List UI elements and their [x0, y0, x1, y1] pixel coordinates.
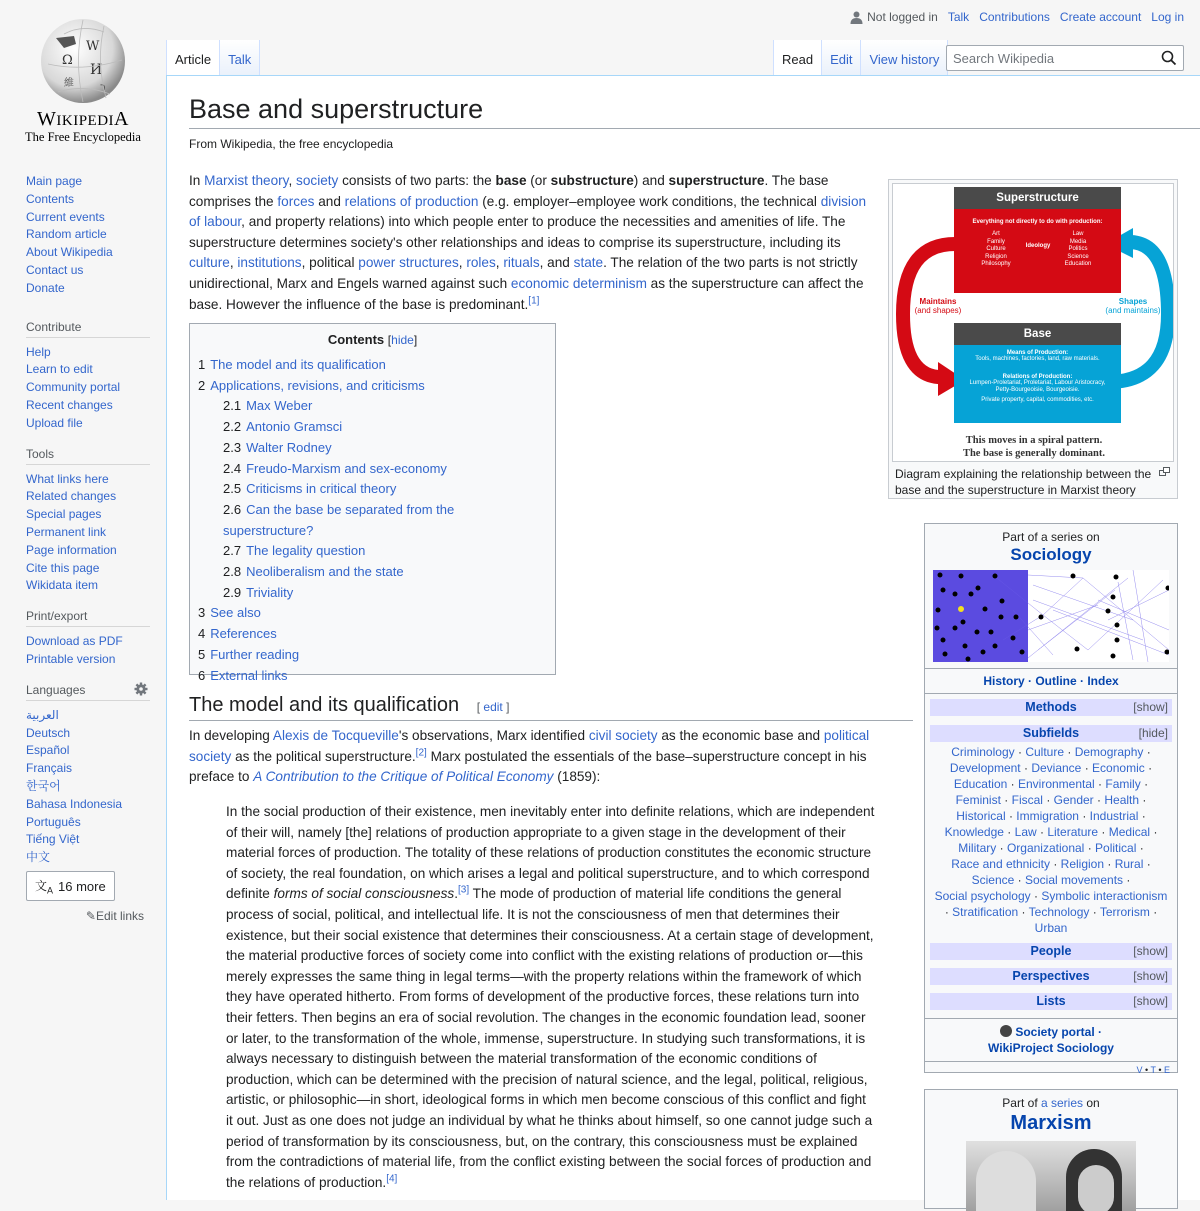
link-contribution-critique[interactable]: A Contribution to the Critique of Political Economy [253, 769, 554, 785]
link-civil-society[interactable]: civil society [588, 728, 658, 743]
view-tabs [773, 40, 948, 75]
link-history[interactable]: History [983, 674, 1025, 688]
subfield-link[interactable]: Feminist [955, 793, 1001, 807]
sidebar-item-learn-to-edit[interactable]: Learn to edit [26, 362, 93, 377]
series-title-sociology[interactable]: Sociology [1010, 545, 1092, 564]
tab-read[interactable]: Read [773, 40, 821, 75]
marxism-series-box [924, 1089, 1178, 1209]
pencil-icon: ✎ [85, 909, 96, 924]
subfields-toggle[interactable]: [hide] [1138, 726, 1168, 740]
toc-item[interactable]: 2.4 Freudo-Marxism and sex-economy [223, 460, 447, 476]
sidebar-item-main-page[interactable]: Main page [26, 174, 83, 188]
link-rituals[interactable]: rituals [503, 255, 540, 271]
lang-chinese[interactable]: 中文 [26, 850, 51, 865]
reference-4[interactable]: [4] [386, 1173, 398, 1185]
lang-espanol[interactable]: Español [26, 743, 70, 758]
link-wikiproject-sociology[interactable]: WikiProject Sociology [988, 1041, 1114, 1055]
lang-tieng-viet[interactable]: Tiếng Việt [26, 832, 80, 847]
methods-toggle[interactable]: [show] [1133, 700, 1168, 714]
tools-heading: Tools [26, 447, 150, 465]
toc-item[interactable]: 2.6 Can the base be separated from the superstructure? [223, 501, 455, 538]
base-body: Means of Production: Tools, machines, factories, land, raw materials. Relations of Production: Lumpen-Proletariat, Proletariat, Labour Aristocracy, Petty-Bourgeoisie, Bourgeoisie. Private property, capital, commodities, etc. [954, 345, 1121, 423]
base-superstructure-diagram[interactable] [892, 183, 1174, 462]
marx-engels-portrait[interactable] [966, 1141, 1136, 1211]
subfield-link[interactable]: Industrial [1089, 809, 1139, 823]
sidebar-languages [26, 683, 150, 924]
subfield-link[interactable]: Immigration [1016, 809, 1079, 823]
personal-tools [850, 10, 1184, 24]
subfield-link[interactable]: Development [949, 761, 1021, 775]
user-icon [850, 11, 863, 24]
sidebar-item-about-wikipedia[interactable]: About Wikipedia [26, 245, 113, 260]
section-edit-link[interactable]: [ edit ] [476, 700, 510, 714]
edit-template-link[interactable]: E [1163, 1065, 1170, 1075]
content-area [166, 75, 1200, 1200]
svg-text:Ω: Ω [62, 53, 73, 68]
toc-item[interactable]: 4 References [198, 626, 277, 642]
subfield-link[interactable]: Terrorism [1099, 905, 1150, 919]
toc-item[interactable]: 2.7 The legality question [223, 543, 366, 559]
search-placeholder: Search Wikipedia [953, 51, 1055, 66]
shapes-label: Shapes (and maintains) [1105, 297, 1161, 315]
view-template-link[interactable]: V [1136, 1065, 1143, 1075]
sidebar-item-printable-version[interactable]: Printable version [26, 651, 116, 666]
link-division-of-labour[interactable]: division of labour [189, 193, 867, 230]
link-institutions[interactable]: institutions [237, 255, 302, 271]
talk-template-link[interactable]: T [1150, 1065, 1156, 1075]
lang-arabic[interactable]: العربية [26, 707, 59, 722]
link-economic-determinism[interactable]: economic determinism [510, 275, 647, 291]
subfield-link[interactable]: Culture [1025, 745, 1064, 759]
network-graph [933, 570, 1169, 662]
tab-edit[interactable]: Edit [821, 40, 860, 75]
reference-1[interactable]: [1] [528, 295, 540, 307]
lists-toggle[interactable]: [show] [1133, 994, 1168, 1008]
diagram-footer: This moves in a spiral pattern. The base is generally dominant. [962, 435, 1106, 459]
link-relations-of-production[interactable]: relations of production [344, 193, 479, 209]
svg-text:維: 維 [64, 78, 74, 89]
subfield-link[interactable]: Knowledge [944, 825, 1004, 839]
toc-item[interactable]: 2.8 Neoliberalism and the state [223, 564, 404, 580]
vte-links: V • T • E [1136, 1065, 1170, 1075]
superstructure-right-list: Law Media Politics Science Education [1064, 231, 1092, 267]
table-of-contents [189, 323, 556, 683]
link-society[interactable]: society [296, 173, 339, 188]
toc-hide-toggle[interactable]: hide [391, 333, 414, 347]
namespace-tabs [166, 40, 260, 75]
sidebar-item-current-events[interactable]: Current events [26, 209, 105, 224]
link-power-structures[interactable]: power structures [358, 255, 459, 271]
sidebar-tools [26, 447, 150, 596]
tab-article[interactable]: Article [166, 40, 219, 75]
subfield-link[interactable]: Gender [1053, 793, 1094, 807]
sidebar-item-random-article[interactable]: Random article [26, 227, 107, 242]
subfield-link[interactable]: Health [1104, 793, 1140, 807]
sidebar-print-export [26, 609, 150, 669]
people-toggle[interactable]: [show] [1133, 944, 1168, 958]
sidebar-item-upload-file[interactable]: Upload file [26, 415, 83, 430]
subfield-link[interactable]: Historical [956, 809, 1006, 823]
intro-paragraph: In Marxist theory, society consists of two parts: the base (or substructure) and superstructure. The base comprises the forces and relations of production (e.g. employer–employee work conditions, the technical division of labour, and property relations) into which people enter to produce the necessities and amenities of life. The superstructure determines society's other relationships and ideas to comprise its superstructure, including its culture, institutions, political power structures, roles, rituals, and state. The relation of the two parts is not strictly unidirectional, Marx and Engels warned against such economic determinism as the superstructure can affect the base. However the influence of the base is predominant.[1] [189, 173, 867, 312]
gear-icon[interactable] [134, 682, 148, 696]
subfield-link[interactable]: Fiscal [1011, 793, 1043, 807]
subfield-link[interactable]: Rural [1114, 857, 1144, 871]
section-people[interactable]: People [show] [930, 943, 1172, 960]
link-marxist-theory[interactable]: Marxist theory [204, 173, 289, 188]
sociology-portals: Society portal · WikiProject Sociology [925, 1018, 1177, 1062]
svg-text:И: И [90, 62, 103, 78]
print-export-heading: Print/export [26, 609, 150, 627]
toc-item[interactable]: 6 External links [198, 667, 288, 683]
series-title-marxism[interactable]: Marxism [1010, 1112, 1092, 1134]
diagram-figure [888, 179, 1178, 499]
sidebar-item-recent-changes[interactable]: Recent changes [26, 397, 113, 412]
lang-deutsch[interactable]: Deutsch [26, 725, 71, 740]
sidebar-item-donate[interactable]: Donate [26, 280, 65, 295]
superstructure-left-list: Art Family Culture Religion Philosophy [981, 231, 1011, 267]
subfield-link[interactable]: Science [971, 873, 1015, 887]
sidebar-item-contents[interactable]: Contents [26, 191, 75, 206]
contribute-heading: Contribute [26, 320, 150, 338]
sidebar-item-contact-us[interactable]: Contact us [26, 262, 84, 277]
link-political-society[interactable]: political society [189, 728, 870, 764]
toc-item[interactable]: 2.5 Criticisms in critical theory [223, 481, 397, 497]
toc-item[interactable]: 2.1 Max Weber [223, 398, 313, 414]
sidebar-item-permanent-link[interactable]: Permanent link [26, 524, 107, 539]
search-icon[interactable] [1161, 50, 1177, 66]
wikipedia-tagline: The Free Encyclopedia [25, 130, 141, 144]
superstructure-body: Everything not directly to do with production: Art Family Culture Religion Philosophy Ideology Law Media Politics Science Education [954, 209, 1121, 293]
subfield-link[interactable]: Economic [1092, 761, 1145, 775]
link-culture[interactable]: culture [189, 255, 230, 271]
lang-korean[interactable]: 한국어 [26, 778, 61, 793]
subfield-link[interactable]: Environmental [1017, 777, 1095, 791]
sidebar-item-download-pdf[interactable]: Download as PDF [26, 634, 123, 649]
lang-francais[interactable]: Français [26, 761, 73, 776]
toc-item[interactable]: 1 The model and its qualification [198, 357, 386, 372]
edit-links[interactable]: ✎Edit links [85, 909, 144, 924]
toc-item[interactable]: 2.3 Walter Rodney [223, 439, 332, 455]
subfield-link[interactable]: Organizational [1006, 841, 1085, 855]
link-index[interactable]: Index [1087, 674, 1119, 688]
create-account-link[interactable]: Create account [1059, 10, 1142, 24]
subfield-link[interactable]: Stratification [952, 905, 1019, 919]
subfield-link[interactable]: Military [958, 841, 997, 855]
subfield-link[interactable]: Law [1014, 825, 1037, 839]
reference-3[interactable]: [3] [457, 884, 470, 896]
not-logged-in-status: Not logged in [850, 10, 938, 24]
sidebar-item-what-links-here[interactable]: What links here [26, 471, 109, 486]
sidebar-item-related-changes[interactable]: Related changes [26, 489, 117, 504]
tab-view-history[interactable]: View history [860, 40, 948, 75]
section-subfields[interactable]: Subfields [hide] [930, 725, 1172, 742]
languages-heading: Languages [26, 683, 150, 701]
wikipedia-wordmark: WIKIPEDIA [37, 108, 129, 130]
section-methods[interactable]: Methods [show] [930, 699, 1172, 716]
toc-item[interactable]: 3 See also [198, 605, 261, 621]
network-image[interactable] [933, 570, 1169, 662]
link-outline[interactable]: Outline [1035, 674, 1077, 688]
toc-item[interactable]: 2.9 Triviality [223, 584, 294, 600]
sidebar-item-community-portal[interactable]: Community portal [26, 380, 121, 395]
section-lists[interactable]: Lists [show] [930, 993, 1172, 1010]
translate-icon: 文$_A$ [35, 878, 54, 896]
link-state[interactable]: state [573, 255, 604, 271]
link-alexis-de-tocqueville[interactable]: Alexis de Tocqueville [272, 728, 399, 743]
reference-2[interactable]: [2] [415, 747, 427, 759]
svg-text:ר: ר [100, 82, 106, 93]
tab-talk[interactable]: Talk [219, 40, 260, 75]
perspectives-toggle[interactable]: [show] [1133, 969, 1168, 983]
sidebar [0, 160, 166, 935]
toc-item[interactable]: 2.2 Antonio Gramsci [223, 419, 343, 435]
subfield-link[interactable]: Education [953, 777, 1008, 791]
sidebar-item-wikidata-item[interactable]: Wikidata item [26, 578, 99, 593]
base-header: Base [954, 323, 1121, 345]
figure-caption: Diagram explaining the relationship between the base and the superstructure in Marxist theory [892, 462, 1174, 498]
sidebar-item-help[interactable]: Help [26, 344, 51, 359]
link-society-portal[interactable]: Society portal [1015, 1025, 1095, 1039]
subfield-link[interactable]: Deviance [1031, 761, 1082, 775]
sociology-main-links: History · Outline · Index [925, 668, 1177, 694]
svg-text:W: W [86, 39, 100, 54]
subfield-link[interactable]: Symbolic interactionism [1041, 889, 1168, 903]
search-input[interactable] [946, 45, 1184, 71]
subfield-link[interactable]: Literature [1047, 825, 1099, 839]
site-subtitle: From Wikipedia, the free encyclopedia [189, 137, 394, 151]
link-forces[interactable]: forces [277, 193, 315, 209]
subfields-list: Criminology · Culture · Demography · Development · Deviance · Economic · Education · Environmental · Family · Feminist · Fiscal · Gender · Health · Historical · Immigration · Industrial · Knowledge · Law · Literature · Medical · Military · Organizational · Political · Race and ethnicity · Religion · Rural · Science · Social movements · Social psychology · Symbolic interactionism · Stratification · Technology · Terrorism · Urban [934, 745, 1168, 935]
sidebar-item-page-information[interactable]: Page information [26, 542, 117, 557]
subfield-link[interactable]: Social movements [1025, 873, 1124, 887]
series-pretitle: Part of a series on [1002, 530, 1100, 544]
maintains-label: Maintains (and shapes) [914, 297, 962, 315]
superstructure-header: Superstructure [954, 187, 1121, 209]
link-roles[interactable]: roles [466, 255, 496, 271]
subfield-link[interactable]: Criminology [951, 745, 1015, 759]
marx-quote: In the social production of their existence, men inevitably enter into definite relations, which are independent of their will, namely [the] relations of production appropriate to a given stage in the development of their material forces of production. The totality of these relations of production constitutes the economic structure of society, the real foundation, on which arises a legal and political superstructure, and to which correspond definite forms of social consciousness.[3] The mode of production of material life conditions the general process of social, political, and intellectual life. It is not the consciousness of men that determines their existence, but their social existence that determines their consciousness. At a certain stage of development, the material productive forces of society come into conflict with the existing relations of production or—this merely expresses the same thing in legal terms—with the property relations within the framework of which they have operated hitherto. From forms of development of the productive forces, these relations turn into their fetters. Then begins an era of social revolution. The changes in the economic foundation lead, sooner or later, to the transformation of the whole, immense, superstructure. In studying such transformations, it is always necessary to distinguish between the material transformation of the economic conditions of production, which can be determined with the precision of natural science, and the legal, political, religious, artistic, or philosophic—in short, ideological forms in which men become conscious of this conflict and fight it out. Just as one does not judge an individual by what he thinks about himself, so one cannot judge such a period of transformation by its consciousness, but, on the contrary, this consciousness must be explained from the contradictions of material life, from the conflict existing between the social forces of production and the relations of production.[4] [226, 804, 875, 1190]
more-languages-button[interactable]: 文$_A$ 16 more [26, 871, 115, 901]
wikipedia-globe-icon [34, 14, 132, 106]
marxism-pretitle: Part of a series on [1002, 1096, 1100, 1110]
subfield-link[interactable]: Medical [1108, 825, 1151, 839]
contributions-link[interactable]: Contributions [979, 10, 1050, 24]
sidebar-contribute [26, 320, 150, 433]
subfield-link[interactable]: Demography [1074, 745, 1144, 759]
wikipedia-logo[interactable] [0, 0, 166, 160]
section-paragraph: In developing Alexis de Tocqueville's observations, Marx identified civil society as the economic base and political society as the political superstructure.[2] Marx postulated the essentials of the base–superstructure concept in his preface to A Contribution to the Critique of Political Economy (1859): [189, 728, 870, 785]
sociology-series-box [924, 523, 1178, 1073]
sidebar-item-cite-this-page[interactable]: Cite this page [26, 560, 100, 575]
subfield-link[interactable]: Technology [1028, 905, 1090, 919]
subfield-link[interactable]: Race and ethnicity [951, 857, 1050, 871]
toc-title: Contents [hide] [327, 332, 418, 347]
lang-portugues[interactable]: Português [26, 814, 81, 829]
page-title: Base and superstructure [189, 94, 1200, 129]
subfield-link[interactable]: Family [1105, 777, 1141, 791]
marx-portrait [976, 1151, 1036, 1211]
subfield-link[interactable]: Social psychology [934, 889, 1031, 903]
sidebar-item-special-pages[interactable]: Special pages [26, 507, 102, 522]
lang-bahasa-indonesia[interactable]: Bahasa Indonesia [26, 796, 123, 811]
society-portal-icon [1000, 1025, 1012, 1037]
toc-item[interactable]: 5 Further reading [198, 646, 300, 662]
subfield-link[interactable]: Political [1095, 841, 1137, 855]
toc-item[interactable]: 2 Applications, revisions, and criticisms [198, 377, 425, 393]
link-a-series[interactable]: a series [1040, 1096, 1084, 1110]
sidebar-navigation [26, 173, 150, 298]
log-in-link[interactable]: Log in [1151, 10, 1184, 24]
subfield-link[interactable]: Urban [1034, 921, 1068, 935]
user-talk-link[interactable]: Talk [947, 10, 970, 24]
section-heading-model: The model and its qualification [ edit ] [189, 694, 913, 721]
enlarge-icon[interactable] [1159, 467, 1170, 476]
subfield-link[interactable]: Religion [1060, 857, 1105, 871]
section-perspectives[interactable]: Perspectives [show] [930, 968, 1172, 985]
